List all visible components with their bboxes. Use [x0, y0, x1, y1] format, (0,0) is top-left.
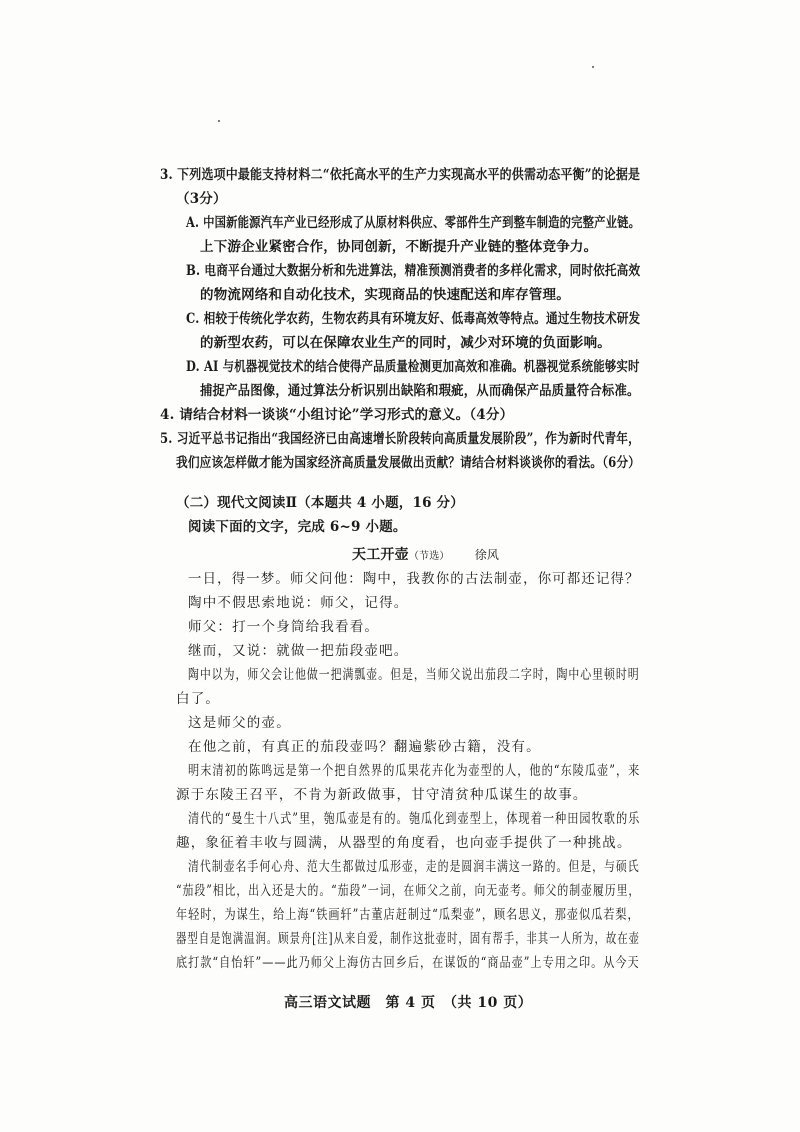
article-line: 陶中不假思索地说：师父，记得。 — [188, 595, 409, 611]
article-line: 继而，又说：就做一把茄段壶吧。 — [188, 643, 409, 659]
q3-option-b: B. 电商平台通过大数据分析和先进算法，精准预测消费者的多样化需求，同时依托高效 — [186, 263, 641, 279]
article-title-line — [352, 546, 499, 566]
article-line: 器型自是饱满温润。顾景舟[注]从来自爱，制作这批壶时，固有帮手，非其一人所为，故在壶 — [176, 931, 640, 947]
article-line: 底打款“自怡轩”——此乃师父上海仿古回乡后，在谋饭的“商品壶”上专用之印。从今天 — [176, 955, 640, 971]
article-line: 一日，得一梦。师父问他：陶中，我教你的古法制壶，你可都还记得？ — [188, 571, 640, 587]
scan-speck — [592, 66, 594, 68]
article-line: 清代的“曼生十八式”里，匏瓜壶是有的。匏瓜化到壶型上，体现着一种田园牧歌的乐 — [188, 811, 641, 827]
q3-score: （3分） — [176, 191, 227, 207]
article-author: 徐风 — [474, 548, 500, 562]
article-line: “茄段”相比，出入还是大的。“茄段”一词，在师父之前，向无壶考。师父的制壶履历里， — [176, 883, 641, 899]
article-line: 白了。 — [176, 691, 221, 707]
article-line: 清代制壶名手何心舟、范大生都做过瓜形壶，走的是圆润丰满这一路的。但是，与硕氏 — [188, 859, 640, 875]
section-instruction: 阅读下面的文字，完成 6~9 小题。 — [188, 519, 407, 535]
article-title: 天工开壶 — [352, 547, 409, 563]
article-line: 师父：打一个身筒给我看看。 — [188, 619, 380, 635]
q5-line1: 5. 习近平总书记指出“我国经济已由高速增长阶段转向高质量发展阶段”，作为新时代青年， — [160, 431, 640, 447]
scan-speck — [218, 120, 220, 122]
q3-option-b-cont: 的物流网络和自动化技术，实现商品的快速配送和库存管理。 — [200, 287, 570, 303]
q3-stem: 3. 下列选项中最能支持材料二“依托高水平的生产力实现高水平的供需动态平衡”的论据是 — [160, 167, 641, 183]
article-title-note: （节选） — [408, 551, 450, 562]
q3-option-c-cont: 的新型农药，可以在保障农业生产的同时，减少对环境的负面影响。 — [200, 335, 611, 351]
article-line: 明末清初的陈鸣远是第一个把自然界的瓜果花卉化为壶型的人，他的“东陵瓜壶”，来 — [188, 763, 641, 779]
q3-option-a-cont: 上下游企业紧密合作，协同创新，不断提升产业链的整体竞争力。 — [200, 239, 598, 255]
article-line: 趣，象征着丰收与圆满，从器型的角度看，也向壶手提供了一种挑战。 — [176, 835, 632, 851]
q5-line2: 我们应该怎样做才能为国家经济高质量发展做出贡献？请结合材料谈谈你的看法。（6分） — [176, 455, 641, 471]
q3-option-d-cont: 捕捉产品图像，通过算法分析识别出缺陷和瑕疵，从而确保产品质量符合标准。 — [200, 383, 640, 399]
article-line: 源于东陵王召平，不肯为新政做事，甘守清贫种瓜谋生的故事。 — [176, 787, 588, 803]
article-line: 年轻时，为谋生，给上海“铁画轩”古董店赶制过“瓜梨壶”，顾名思义，那壶似瓜若梨， — [176, 907, 640, 923]
article-line: 这是师父的壶。 — [188, 715, 291, 731]
page-footer: 高三语文试题 第 4 页 （共 10 页） — [284, 995, 533, 1011]
q3-option-c: C. 相较于传统化学农药，生物农药具有环境友好、低毒高效等特点。通过生物技术研发 — [186, 311, 641, 327]
q4-text: 4. 请结合材料一谈谈“小组讨论”学习形式的意义。（4分） — [160, 407, 514, 423]
q3-option-a: A. 中国新能源汽车产业已经形成了从原材料供应、零部件生产到整车制造的完整产业链。 — [186, 215, 641, 231]
article-line: 陶中以为，师父会让他做一把满瓢壶。但是，当师父说出茄段二字时，陶中心里顿时明 — [188, 667, 640, 683]
q3-option-d: D. AI 与机器视觉技术的结合使得产品质量检测更加高效和准确。机器视觉系统能够实时 — [186, 359, 640, 375]
article-line: 在他之前，有真正的茄段壶吗？翻遍紫砂古籍，没有。 — [188, 739, 541, 755]
section-heading: （二）现代文阅读Ⅱ（本题共 4 小题，16 分） — [176, 495, 464, 511]
